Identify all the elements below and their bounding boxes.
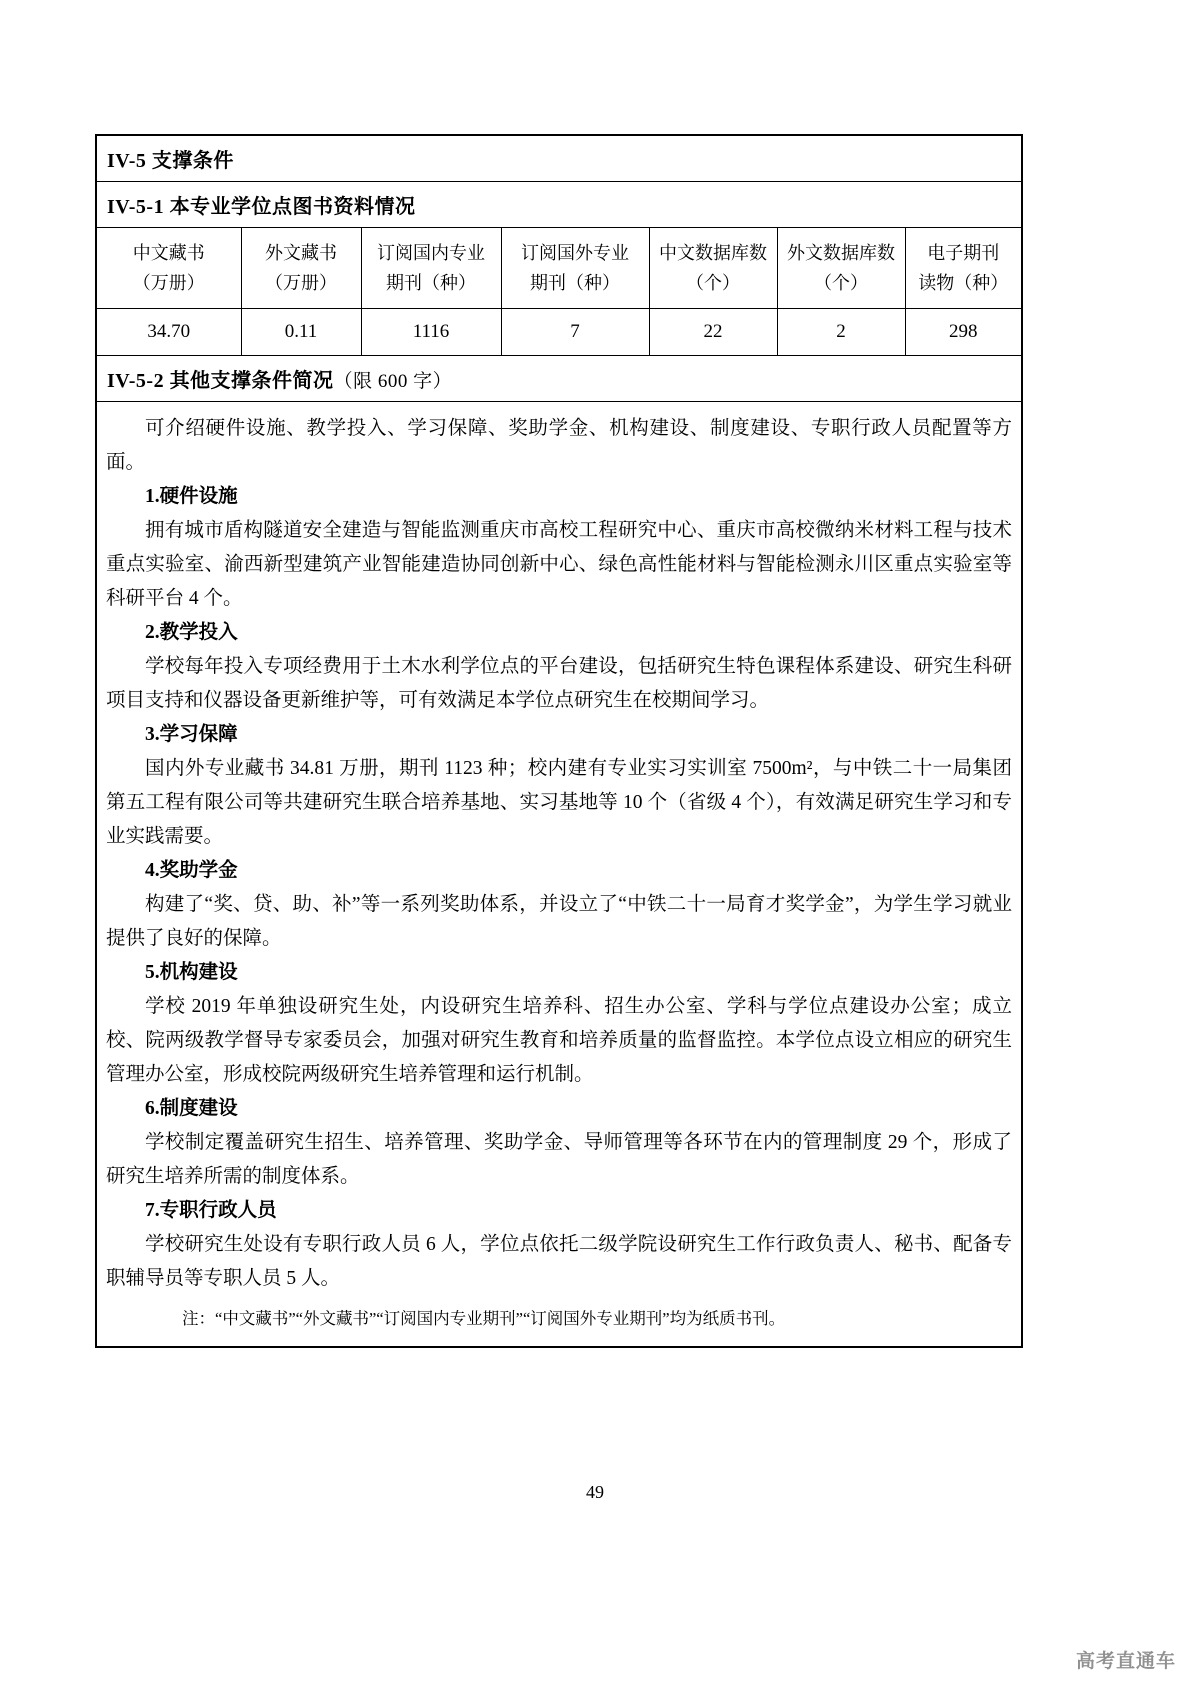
section-body-5: 学校 2019 年单独设研究生处，内设研究生培养科、招生办公室、学科与学位点建设办公室；成立校、院两级教学督导专家委员会，加强对研究生教育和培养质量的监督监控。本学位点设立相应的研究生管理办公室，形成校院两级研究生培养管理和运行机制。	[106, 996, 1012, 1085]
col-header-line2: 期刊（种）	[386, 273, 476, 293]
watermark-text: 高考直通车	[1075, 1651, 1176, 1672]
section-body-3: 国内外专业藏书 34.81 万册，期刊 1123 种；校内建有专业实习实训室 7500m²，与中铁二十一局集团第五工程有限公司等共建研究生联合培养基地、实习基地等 10 个（省级 4 个），有效满足研究生学习和专业实践需要。	[106, 758, 1012, 847]
col-header-line2: （万册）	[132, 273, 205, 293]
value-foreign-databases: 2	[777, 309, 905, 356]
col-header-foreign-databases	[777, 228, 905, 309]
col-header-line2: （个）	[814, 273, 868, 293]
col-header-line1: 电子期刊	[927, 243, 1000, 263]
value-foreign-books: 0.11	[241, 309, 361, 356]
subsection2-limit: （限 600 字）	[333, 371, 453, 392]
section-heading-3: 3.学习保障	[145, 724, 238, 745]
section-body-2: 学校每年投入专项经费用于土木水利学位点的平台建设，包括研究生特色课程体系建设、研究生科研项目支持和仪器设备更新维护等，可有效满足本学位点研究生在校期间学习。	[106, 656, 1012, 711]
col-header-line1: 订阅国外专业	[521, 243, 629, 263]
col-header-e-journals	[905, 228, 1022, 309]
section-body-4: 构建了“奖、贷、助、补”等一系列奖助体系，并设立了“中铁二十一局育才奖学金”，为学生学习就业提供了良好的保障。	[106, 894, 1012, 949]
support-conditions-form	[95, 134, 1023, 1348]
section-title-row	[96, 135, 1022, 182]
col-header-line1: 外文藏书	[265, 243, 337, 263]
col-header-line1: 订阅国内专业	[377, 243, 485, 263]
col-header-chinese-databases	[649, 228, 777, 309]
value-domestic-journals: 1116	[361, 309, 501, 356]
value-chinese-books: 34.70	[96, 309, 241, 356]
table-header-row	[96, 228, 1022, 309]
section-body-6: 学校制定覆盖研究生招生、培养管理、奖助学金、导师管理等各环节在内的管理制度 29 个，形成了研究生培养所需的制度体系。	[106, 1132, 1012, 1187]
value-foreign-journals: 7	[501, 309, 649, 356]
col-header-line1: 外文数据库数	[787, 243, 895, 263]
body-row	[96, 402, 1022, 1348]
subsection2-title: IV-5-2 其他支撑条件简况	[107, 370, 334, 392]
col-header-line2: （个）	[686, 273, 740, 293]
subsection1-title: IV-5-1 本专业学位点图书资料情况	[96, 182, 1022, 228]
col-header-line1: 中文数据库数	[659, 243, 767, 263]
col-header-chinese-books	[96, 228, 241, 309]
section-heading-6: 6.制度建设	[145, 1098, 238, 1119]
section-heading-5: 5.机构建设	[145, 962, 238, 983]
section-title: IV-5 支撑条件	[96, 135, 1022, 182]
page-number: 49	[586, 1482, 604, 1502]
section-heading-4: 4.奖助学金	[145, 860, 238, 881]
section-heading-7: 7.专职行政人员	[145, 1200, 277, 1221]
value-e-journals: 298	[905, 309, 1022, 356]
col-header-line1: 中文藏书	[132, 243, 205, 263]
section-body-7: 学校研究生处设有专职行政人员 6 人，学位点依托二级学院设研究生工作行政负责人、秘书、配备专职辅导员等专职人员 5 人。	[106, 1234, 1012, 1289]
col-header-line2: （万册）	[265, 273, 337, 293]
col-header-line2: 期刊（种）	[530, 273, 620, 293]
footnote: 注：“中文藏书”“外文藏书”“订阅国内专业期刊”“订阅国外专业期刊”均为纸质书刊。	[182, 1309, 786, 1328]
col-header-foreign-journals	[501, 228, 649, 309]
body-cell	[96, 402, 1022, 1348]
section-heading-1: 1.硬件设施	[145, 486, 238, 507]
section-heading-2: 2.教学投入	[145, 622, 238, 643]
intro-paragraph: 可介绍硬件设施、教学投入、学习保障、奖助学金、机构建设、制度建设、专职行政人员配置等方面。	[106, 418, 1012, 473]
col-header-domestic-journals	[361, 228, 501, 309]
value-chinese-databases: 22	[649, 309, 777, 356]
col-header-line2: 读物（种）	[918, 273, 1009, 293]
table-value-row	[96, 309, 1022, 356]
subsection2-title-row	[96, 356, 1022, 402]
section-body-1: 拥有城市盾构隧道安全建造与智能监测重庆市高校工程研究中心、重庆市高校微纳米材料工程与技术重点实验室、渝西新型建筑产业智能建造协同创新中心、绿色高性能材料与智能检测永川区重点实验室等科研平台 4 个。	[106, 520, 1012, 609]
col-header-foreign-books	[241, 228, 361, 309]
subsection1-title-row	[96, 182, 1022, 228]
subsection2-title-cell	[96, 356, 1022, 402]
